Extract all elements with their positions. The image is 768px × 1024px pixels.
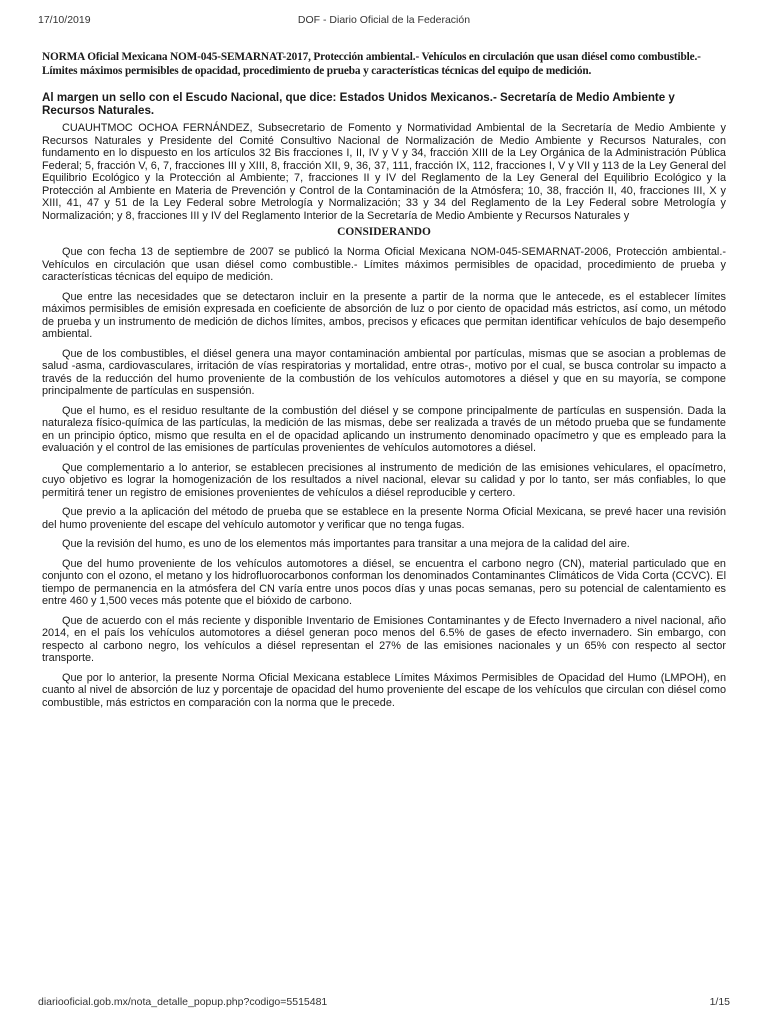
- considerando-paragraph: Que entre las necesidades que se detectaron incluir en la presente a partir de la norma que le antecede, es el establecer límites máximos permisibles de emisión expresada en coeficiente de absorción de luz o por ciento de opacidad más estrictos, así como, un método de prueba y un instrumento de medición de dichos límites, ambos, precisos y eficaces que permitan identificar vehículos de bajo desempeño ambiental.: [42, 290, 726, 340]
- page-header: [38, 14, 730, 30]
- norma-title: NORMA Oficial Mexicana NOM-045-SEMARNAT-2017, Protección ambiental.- Vehículos en circulación que usan diésel como combustible.- Límites máximos permisibles de opacidad, procedimiento de prueba y características técnicas del equipo de medición.: [42, 51, 701, 77]
- considerando-paragraph: Que por lo anterior, la presente Norma Oficial Mexicana establece Límites Máximos Permisibles de Opacidad del Humo (LMPOH), en cuanto al nivel de absorción de luz y porcentaje de opacidad del humo proveniente del escape de los vehículos que circulan con diésel como combustible, más estrictos en comparación con la norma que le precede.: [42, 671, 726, 709]
- print-date: 17/10/2019: [38, 14, 91, 26]
- considerando-paragraph: Que previo a la aplicación del método de prueba que se establece en la presente Norma Oficial Mexicana, se prevé hacer una revisión del humo proveniente del escape del vehículo automotor y verificar que no tenga fugas.: [42, 506, 726, 531]
- intro-paragraph: CUAUHTMOC OCHOA FERNÁNDEZ, Subsecretario de Fomento y Normatividad Ambiental de la Secretaría de Medio Ambiente y Recursos Naturales y Presidente del Comité Consultivo Nacional de Normalización de Medio Ambiente y Recursos Naturales, con fundamento en lo dispuesto en los artículos 32 Bis fracciones I, II, IV y V y 34, fracción XIII de la Ley Orgánica de la Administración Pública Federal; 5, fracción V, 6, 7, fracciones III y XIII, 8, fracción XII, 9, 36, 37, 111, fracción IX, 112, fracciones I, V y VII y 113 de la Ley General del Equilibrio Ecológico y la Protección al Ambiente; 7, fracciones II y IV del Reglamento de la Ley General del Equilibrio Ecológico y la Protección al Ambiente en Materia de Prevención y Control de la Contaminación de la Atmósfera; 10, 38, fracción II, 40, fracciones III, X y XIII, 41, 47 y 51 de la Ley Federal sobre Metrología y Normalización; 33 y 34 del Reglamento de la Ley Federal sobre Metrología y Normalización; y 8, fracciones III y IV del Reglamento Interior de la Secretaría de Medio Ambiente y Recursos Naturales y: [42, 122, 726, 222]
- page-header-title: DOF - Diario Oficial de la Federación: [297, 14, 471, 26]
- page-number: 1/15: [709, 996, 730, 1008]
- considerando-paragraph: Que el humo, es el residuo resultante de la combustión del diésel y se compone principalmente de partículas en suspensión. Dada la naturaleza físico-química de las partículas, la medición de las mismas, debe ser realizada a través de un método prueba que se fundamente en un principio óptico, mismo que resulta en el de opacidad aplicando un instrumento denominado opacímetro y que es empleado para la evaluación y el control de las emisiones de partículas provenientes de vehículos automotores a diésel.: [42, 404, 726, 454]
- source-url: diariooficial.gob.mx/nota_detalle_popup.php?codigo=5515481: [38, 996, 328, 1008]
- considerando-paragraph: Que de acuerdo con el más reciente y disponible Inventario de Emisiones Contaminantes y de Efecto Invernadero a nivel nacional, año 2014, en el país los vehículos automotores a diésel generan poco menos del 6.5% de gases de efecto invernadero. Sin embargo, con respecto al carbono negro, los vehículos a diésel representan el 27% de las emisiones nacionales y un 65% con respecto al sector transporte.: [42, 614, 726, 664]
- considerando-paragraph: Que de los combustibles, el diésel genera una mayor contaminación ambiental por partículas, mismas que se asocian a problemas de salud -asma, cardiovasculares, irritación de vías respiratorias y mortalidad, entre otras-, motivo por el cual, se busca controlar su impacto a través de la reducción del humo proveniente de la combustión de los vehículos automotores a diésel y que en su mayoría, se compone principalmente de partículas en suspensión.: [42, 347, 726, 397]
- considerando-paragraph: Que la revisión del humo, es uno de los elementos más importantes para transitar a una mejora de la calidad del aire.: [62, 538, 630, 550]
- margin-note: Al margen un sello con el Escudo Nacional, que dice: Estados Unidos Mexicanos.- Secretaría de Medio Ambiente y Recursos Naturales.: [42, 91, 675, 117]
- considerando-paragraph: Que del humo proveniente de los vehículos automotores a diésel, se encuentra el carbono negro (CN), material particulado que en conjunto con el ozono, el metano y los hidrofluorocarbonos conforman los denominados Contaminantes Climáticos de Vida Corta (CCVC). El tiempo de permanencia en la atmósfera del CN varía entre unos pocos días y unas pocas semanas, pero su potencial de calentamiento es entre 460 y 1,500 veces más potente que el bióxido de carbono.: [42, 557, 726, 607]
- considerando-paragraph: Que con fecha 13 de septiembre de 2007 se publicó la Norma Oficial Mexicana NOM-045-SEMARNAT-2006, Protección ambiental.- Vehículos en circulación que usan diésel como combustible.- Límites máximos permisibles de opacidad, procedimiento de prueba y características técnicas del equipo de medición.: [42, 246, 726, 283]
- page-footer: [38, 996, 730, 1012]
- considerando-paragraph: Que complementario a lo anterior, se establecen precisiones al instrumento de medición de las emisiones vehiculares, el opacímetro, cuyo objetivo es lograr la homogenización de los resultados a nivel nacional, elevar su calidad y por lo tanto, ser más confiables, lo que permitirá tener un registro de emisiones provenientes de vehículos a diésel reproducible y certero.: [42, 461, 726, 499]
- considerando-heading: CONSIDERANDO: [337, 226, 431, 238]
- document-body: [42, 50, 726, 716]
